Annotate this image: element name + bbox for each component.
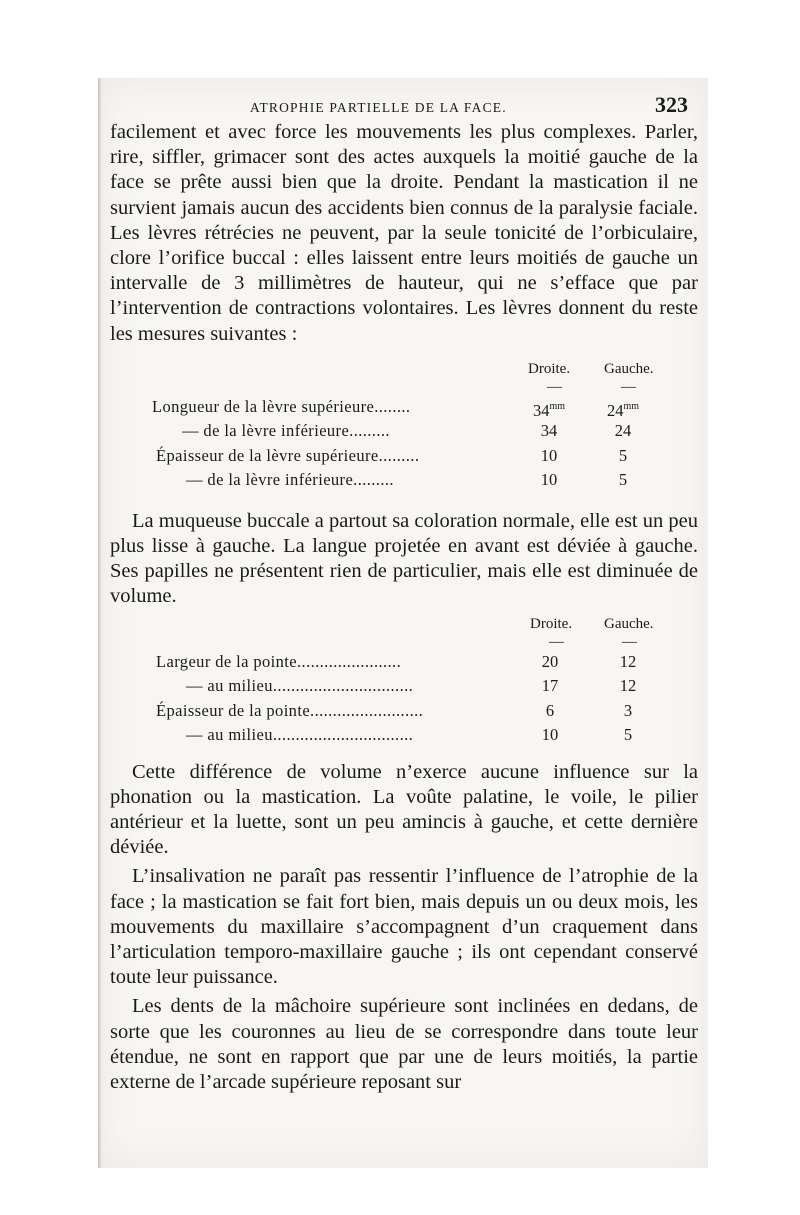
paragraph: L’insalivation ne paraît pas ressentir l’influence de l’atrophie de la face ; la mastication se fait fort bien, mais depuis un ou deux mois, les mouvements du maxillaire s’accompagnent d’un craquement dans l’articulation temporo-maxillaire gauche ; ils ont cependant conservé toute leur puissance.	[110, 865, 698, 989]
value-left: $24^{mm}$	[606, 400, 640, 420]
row-label: Épaisseur de la lèvre supérieure.........	[156, 445, 420, 465]
value-left: 12	[619, 651, 637, 671]
table-row	[110, 395, 698, 420]
value-left: 5	[618, 445, 628, 465]
running-title: ATROPHIE PARTIELLE DE LA FACE.	[250, 100, 507, 115]
table-row	[110, 444, 698, 469]
column-header-right: Droite.	[528, 360, 571, 377]
table-row	[110, 723, 698, 748]
column-header-left: Gauche.	[604, 615, 654, 632]
value-left: 5	[618, 470, 628, 490]
table-row	[110, 468, 698, 493]
row-label: — de la lèvre inférieure.........	[186, 470, 394, 490]
unit: mm	[549, 400, 566, 412]
row-label: Épaisseur de la pointe.........................	[156, 700, 424, 720]
row-label: — au milieu...............................	[186, 676, 414, 696]
column-header-right: Droite.	[530, 615, 573, 632]
paragraph: La muqueuse buccale a partout sa coloration normale, elle est un peu plus lisse à gauche. La langue projetée en avant est déviée à gauche. Ses papilles ne présentent rien de particulier, mais elle est diminuée de volume.	[110, 509, 698, 608]
value-left: 24	[614, 421, 632, 441]
value-right: 6	[545, 700, 555, 720]
value-right: 17	[541, 676, 559, 696]
header-dash: —	[622, 633, 637, 650]
body-text	[110, 120, 698, 1095]
table-row	[110, 699, 698, 724]
paragraph: Cette différence de volume n’exerce aucune influence sur la phonation ou la mastication. La voûte palatine, le voile, le pilier antérieur et la luette, sont un peu amincis à gauche, et cette dernière déviée.	[110, 760, 698, 859]
value-right: $34^{mm}$	[532, 400, 566, 420]
column-header-left: Gauche.	[604, 360, 654, 377]
page-number: 323	[655, 92, 688, 117]
paragraph: facilement et avec force les mouvements les plus complexes. Parler, rire, siffler, grimacer sont des actes auxquels la moitié gauche de la face se prête aussi bien que la droite. Pendant la mastication il ne survient jamais aucun des accidents bien connus de la paralysie faciale. Les lèvres rétrécies ne peuvent, par la seule tonicité de l’orbiculaire, clore l’orifice buccal : elles laissent entre leurs moitiés de gauche un intervalle de 3 millimètres de hauteur, qui ne s’efface que par l’intervention de contractions volontaires. Les lèvres donnent du reste les mesures suivantes :	[110, 121, 698, 345]
tongue-measurements-table	[110, 612, 698, 748]
value-left: 12	[619, 676, 637, 696]
value-right: 10	[541, 725, 559, 745]
value-left: 5	[623, 725, 633, 745]
book-page	[98, 78, 708, 1168]
lips-measurements-table	[110, 357, 698, 493]
value-left: 3	[623, 700, 633, 720]
table-row	[110, 419, 698, 444]
header-dash: —	[547, 378, 562, 395]
header-dash: —	[549, 633, 564, 650]
row-label: — de la lèvre inférieure.........	[182, 421, 390, 441]
table-header-dashes	[110, 378, 698, 395]
row-label: Largeur de la pointe.......................	[156, 651, 402, 671]
row-label: Longueur de la lèvre supérieure........	[152, 396, 411, 416]
header-dash: —	[621, 378, 636, 395]
table-header	[110, 612, 698, 636]
value-right: 34	[540, 421, 558, 441]
value-right: 10	[540, 445, 558, 465]
table-header-dashes	[110, 633, 698, 650]
value-right: 10	[540, 470, 558, 490]
table-row	[110, 650, 698, 675]
table-header	[110, 357, 698, 381]
value-right: 20	[541, 651, 559, 671]
page-header	[98, 92, 708, 122]
paragraph: Les dents de la mâchoire supérieure sont inclinées en dedans, de sorte que les couronnes au lieu de se correspondre dans toute leur étendue, ne sont en rapport que par une de leurs moitiés, la partie externe de l’arcade supérieure reposant sur	[110, 995, 698, 1094]
table-row	[110, 674, 698, 699]
row-label: — au milieu...............................	[186, 725, 414, 745]
unit: mm	[623, 400, 640, 412]
